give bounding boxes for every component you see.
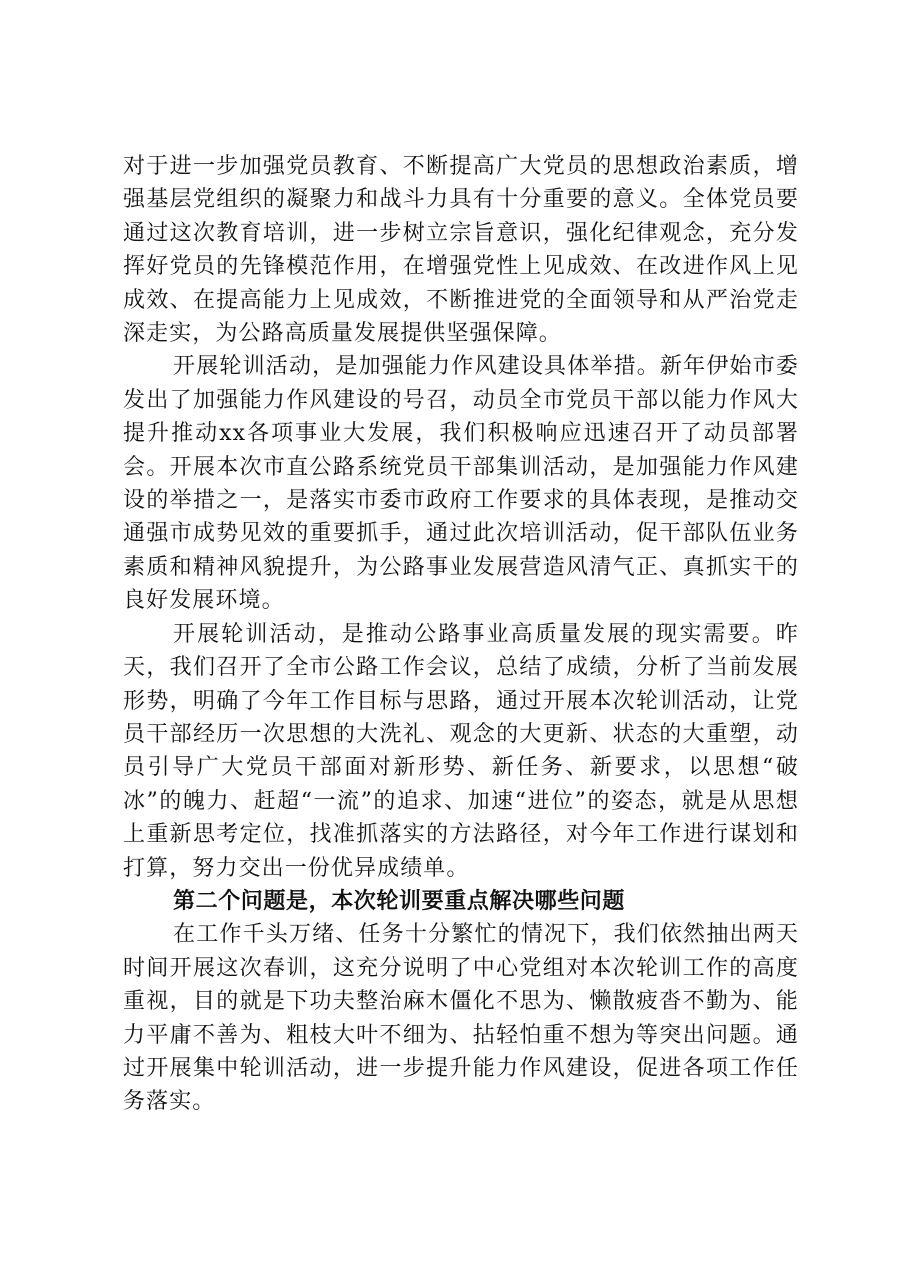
document-body (123, 150, 799, 1119)
paragraph-high-quality-development: 开展轮训活动，是推动公路事业高质量发展的现实需要。昨天，我们召开了全市公路工作会议，总结了成绩，分析了当前发展形势，明确了今年工作目标与思路，通过开展本次轮训活动，让党员干部经历一次思想的大洗礼、观念的大更新、状态的大重塑，动员引导广大党员干部面对新形势、新任务、新要求，以思想“破冰”的魄力、赶超“一流”的追求、加速“进位”的姿态，就是从思想上重新思考定位，找准抓落实的方法路径，对今年工作进行谋划和打算，努力交出一份优异成绩单。 (123, 621, 799, 881)
paragraph-capacity-building: 开展轮训活动，是加强能力作风建设具体举措。新年伊始市委发出了加强能力作风建设的号召，动员全市党员干部以能力作风大提升推动xx各项事业大发展，我们积极响应迅速召开了动员部署会。开展本次市直公路系统党员干部集训活动，是加强能力作风建设的举措之一，是落实市委市政府工作要求的具体表现，是推动交通强市成势见效的重要抓手，通过此次培训活动，促干部队伍业务素质和精神风貌提升，为公路事业发展营造风清气正、真抓实干的良好发展环境。 (123, 354, 799, 614)
paragraph-continued: 对于进一步加强党员教育、不断提高广大党员的思想政治素质，增强基层党组织的凝聚力和战斗力具有十分重要的意义。全体党员要通过这次教育培训，进一步树立宗旨意识，强化纪律观念，充分发挥好党员的先锋模范作用，在增强党性上见成效、在改进作风上见成效、在提高能力上见成效，不断推进党的全面领导和从严治党走深走实，为公路高质量发展提供坚强保障。 (123, 154, 799, 347)
paragraph-problems-to-solve: 在工作千头万绪、任务十分繁忙的情况下，我们依然抽出两天时间开展这次春训，这充分说明了中心党组对本次轮训工作的高度重视，目的就是下功夫整治麻木僵化不思为、懒散疲沓不勤为、能力平庸不善为、粗枝大叶不细为、拈轻怕重不想为等突出问题。通过开展集中轮训活动，进一步提升能力作风建设，促进各项工作任务落实。 (123, 922, 799, 1115)
section-heading: 第二个问题是，本次轮训要重点解决哪些问题 (173, 888, 626, 914)
